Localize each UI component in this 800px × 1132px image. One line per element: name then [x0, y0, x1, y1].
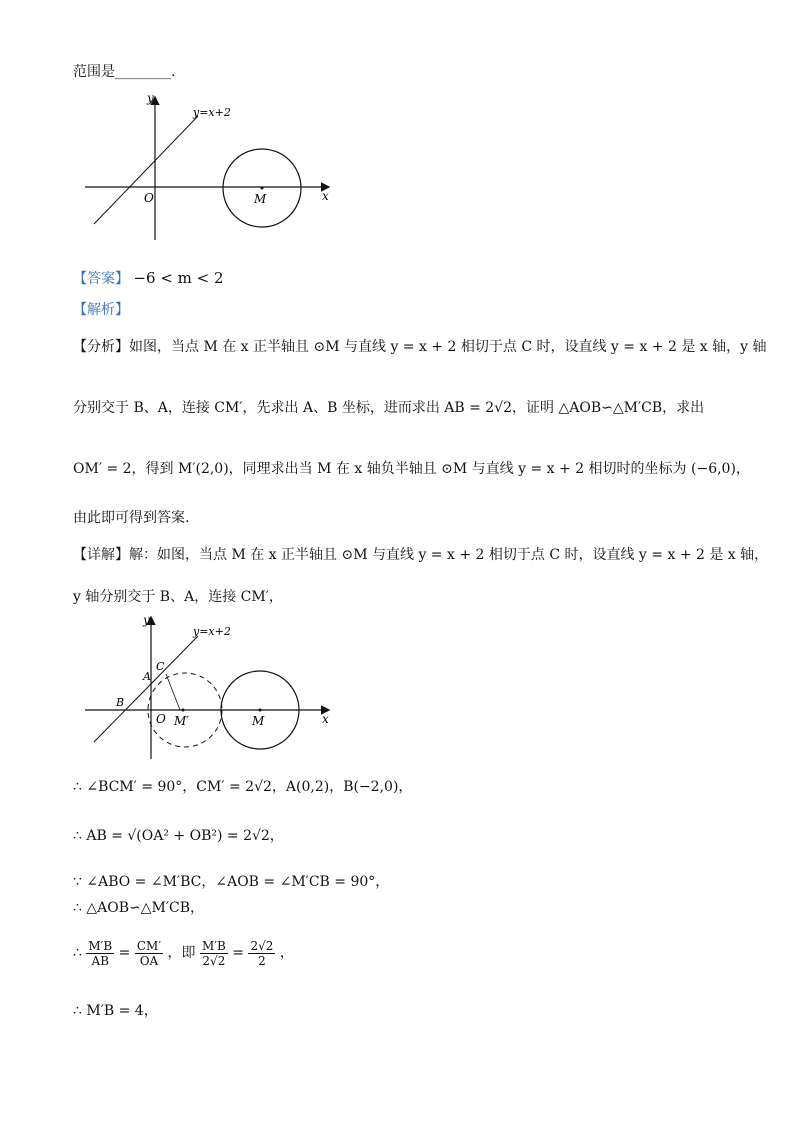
answer-line — [73, 268, 224, 289]
line-label: y=x+2 — [193, 625, 231, 638]
answer-tag: 【答案】 — [73, 271, 129, 287]
line-label: y=x+2 — [193, 106, 231, 119]
answer-value: −6 < m < 2 — [133, 269, 224, 287]
y-axis-label: y — [143, 613, 150, 627]
fraction-numerator: M′B — [201, 938, 226, 953]
detail-line-2: y 轴分别交于 B、A，连接 CM′， — [73, 589, 283, 605]
fraction-mb-2r2 — [200, 939, 228, 968]
x-axis-label: x — [322, 189, 329, 203]
point-c-label: C — [156, 660, 165, 673]
fraction-numerator: CM′ — [136, 938, 162, 953]
point-b-label: B — [116, 696, 125, 709]
figure-2 — [80, 612, 340, 762]
segment-cm-prime — [166, 674, 180, 710]
fraction-cm-oa — [135, 939, 163, 968]
y-axis-label: y — [147, 91, 154, 105]
fraction-numerator: M′B — [88, 938, 113, 953]
analysis-line-2: 分别交于 B、A，连接 CM′，先求出 A、B 坐标，进而求出 AB = 2√2，证明 △AOB∽△M′CB，求出 — [73, 400, 705, 416]
step-4: ∴ △AOB∽△M′CB， — [73, 900, 205, 916]
fraction-mb-ab — [86, 939, 114, 968]
step-1: ∴ ∠BCM′ = 90°，CM′ = 2√2，A(0,2)，B(−2,0)， — [73, 779, 413, 795]
origin-label: O — [144, 191, 154, 205]
line-y-x-2 — [94, 116, 198, 224]
therefore-symbol: ∴ — [73, 945, 82, 961]
point-m — [259, 709, 262, 712]
fraction-numerator: 2√2 — [250, 938, 274, 953]
step-2: ∴ AB = √(OA² + OB²) = 2√2， — [73, 828, 284, 844]
point-m-label: M — [252, 714, 265, 728]
analysis-line-1: 【分析】如图，当点 M 在 x 正半轴且 ⊙M 与直线 y = x + 2 相切于点 C 时，设直线 y = x + 2 是 x 轴，y 轴 — [73, 339, 767, 355]
step-5-end: ， — [279, 945, 294, 961]
fraction-denominator: AB — [91, 953, 110, 968]
step-5-connector: ，即 — [167, 945, 196, 961]
point-a-label: A — [143, 670, 151, 683]
figure-1 — [80, 90, 340, 245]
step-3: ∵ ∠ABO = ∠M′BC，∠AOB = ∠M′CB = 90°， — [73, 874, 390, 890]
analysis-line-4: 由此即可得到答案. — [73, 510, 190, 526]
equals-sign: = — [232, 945, 244, 961]
step-5 — [73, 938, 294, 968]
step-6: ∴ M′B = 4， — [73, 1003, 158, 1019]
equals-sign: = — [118, 945, 131, 961]
point-m — [261, 187, 264, 190]
fraction-denominator: OA — [139, 953, 159, 968]
detail-line-1: 【详解】解：如图，当点 M 在 x 正半轴且 ⊙M 与直线 y = x + 2 相切于点 C 时，设直线 y = x + 2 是 x 轴， — [73, 547, 769, 563]
analysis-tag: 【解析】 — [73, 302, 129, 318]
point-m-label: M — [254, 192, 267, 206]
origin-label: O — [156, 712, 166, 726]
point-m-prime — [182, 709, 185, 712]
fraction-denominator: 2√2 — [202, 953, 226, 968]
x-axis-label: x — [322, 712, 329, 726]
fraction-denominator: 2 — [258, 953, 266, 968]
point-m-prime-label: M′ — [174, 714, 190, 728]
analysis-line-3: OM′ = 2，得到 M′(2,0)，同理求出当 M 在 x 轴负半轴且 ⊙M 与直线 y = x + 2 相切时的坐标为 (−6,0)， — [73, 461, 750, 477]
fraction-2r2-2 — [248, 939, 275, 968]
top-line: 范围是________. — [73, 64, 176, 80]
